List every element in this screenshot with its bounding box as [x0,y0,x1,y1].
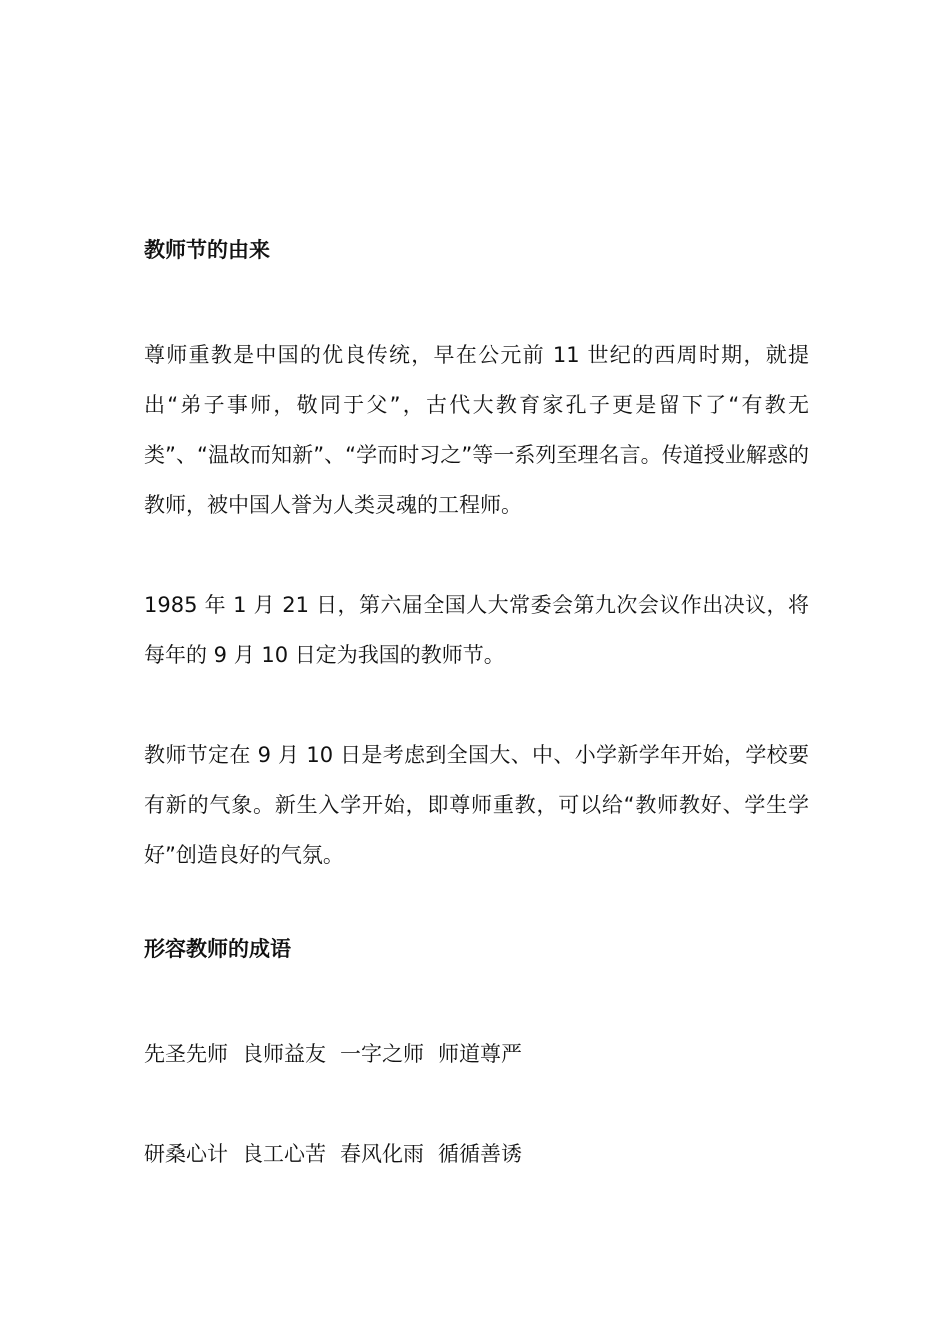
idiom-item: 春风化雨 [340,1142,424,1166]
section-title-idioms: 形容教师的成语 [144,937,291,961]
idiom-row [144,1029,809,1079]
idiom-item: 良师益友 [242,1042,326,1066]
paragraph-reason: 教师节定在 9 月 10 日是考虑到全国大、中、小学新学年开始，学校要有新的气象。新生入学开始，即尊师重教，可以给“教师教好、学生学好”创造良好的气氛。 [144,743,809,867]
idiom-item: 先圣先师 [144,1042,228,1066]
idiom-item: 研桑心计 [144,1142,228,1166]
idiom-item: 一字之师 [340,1042,424,1066]
idiom-item: 循循善诱 [438,1142,522,1166]
paragraph-tradition: 尊师重教是中国的优良传统，早在公元前 11 世纪的西周时期，就提出“弟子事师，敬同于父”，古代大教育家孔子更是留下了“有教无类”、“温故而知新”、“学而时习之”等一系列至理名言。传道授业解惑的教师，被中国人誉为人类灵魂的工程师。 [144,343,809,517]
idiom-item: 良工心苦 [242,1142,326,1166]
idiom-item: 师道尊严 [438,1042,522,1066]
document-content [144,232,809,1179]
section-title-origin: 教师节的由来 [144,238,270,262]
idiom-row [144,1129,809,1179]
paragraph-decision: 1985 年 1 月 21 日，第六届全国人大常委会第九次会议作出决议，将每年的 9 月 10 日定为我国的教师节。 [144,593,809,667]
